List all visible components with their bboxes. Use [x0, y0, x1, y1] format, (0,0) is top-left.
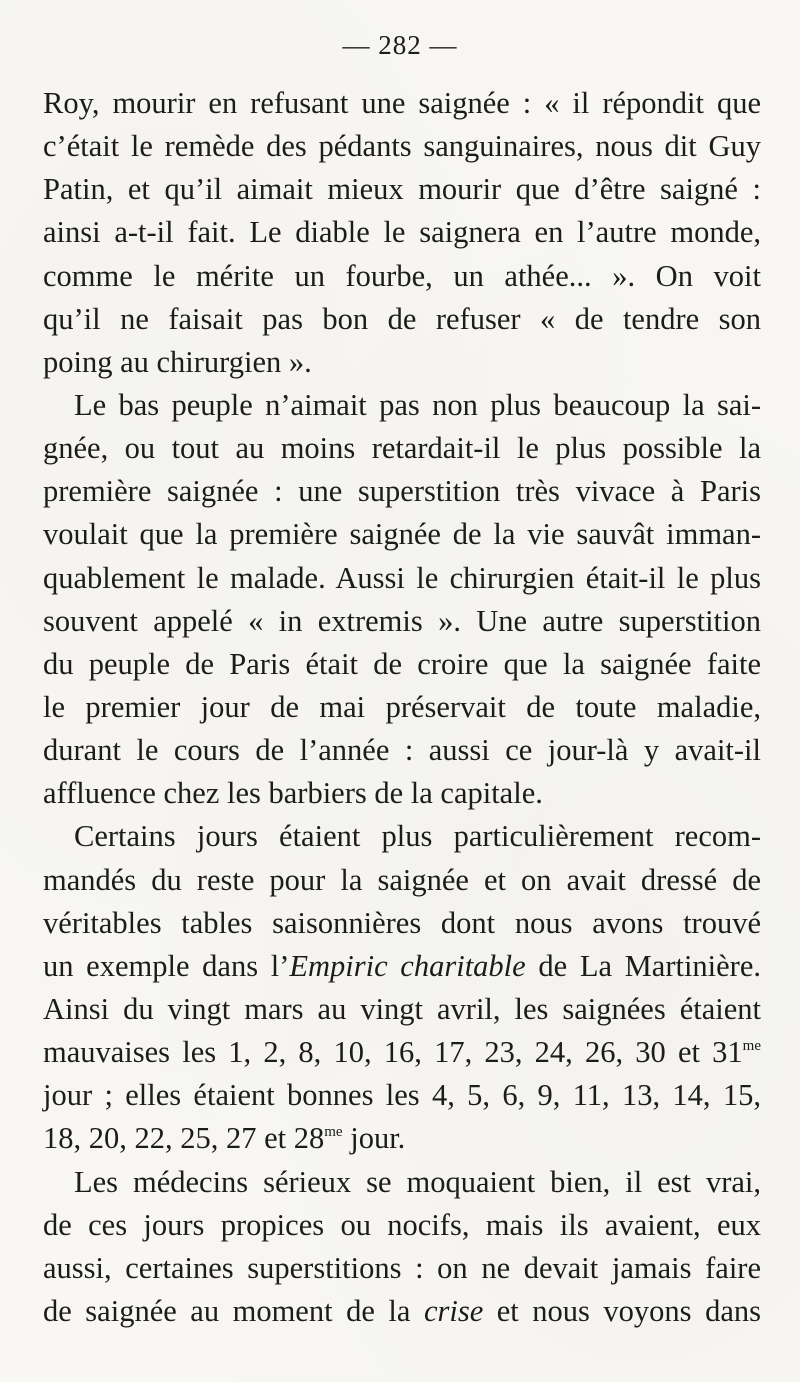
paragraph-start-line: Le bas peuple n’aimait pas non plus beaucoup la sai- — [74, 387, 761, 422]
text-segment: un exemple dans l’ — [43, 948, 290, 983]
text-line: gnée, ou tout au moins retardait-il le plus possible la — [43, 431, 761, 466]
text-line: le premier jour de mai préservait de toute maladie, — [43, 689, 761, 724]
italic-title: Empiric charitable — [289, 948, 526, 983]
text-line: voulait que la première saignée de la vie sauvât imman- — [43, 517, 761, 552]
text-line: Roy, mourir en refusant une saignée : « il répondit que — [43, 86, 761, 120]
text-line: quablement le malade. Aussi le chirurgien était-il le plus — [43, 560, 761, 595]
text-segment: de La Martinière. — [525, 948, 761, 983]
text-line: c’était le remède des pédants sanguinaires, nous dit Guy — [43, 129, 761, 164]
text-segment: 18, 20, 22, 25, 27 et 28 — [43, 1121, 325, 1156]
paragraph-start-line: Certains jours étaient plus particulièrement recom- — [74, 819, 761, 854]
text-line: Ainsi du vingt mars au vingt avril, les saignées étaient — [43, 991, 761, 1026]
text-line: première saignée : une superstition très vivace à Paris — [43, 474, 761, 509]
text-line-with-superscript — [43, 1117, 761, 1160]
text-line: véritables tables saisonnières dont nous avons trouvé — [43, 905, 761, 940]
text-line: jour ; elles étaient bonnes les 4, 5, 6, 9, 11, 13, 14, 15, — [43, 1078, 761, 1113]
text-segment: mauvaises les 1, 2, 8, 10, 16, 17, 23, 24, 26, 30 et 31 — [43, 1035, 743, 1070]
text-line: mandés du reste pour la saignée et on avait dressé de — [43, 862, 761, 897]
text-segment: et nous voyons dans — [483, 1293, 761, 1328]
text-line-with-italic — [43, 945, 761, 988]
text-line: poing au chirurgien ». — [43, 344, 312, 379]
paragraph-start-line: Les médecins sérieux se moquaient bien, il est vrai, — [74, 1164, 761, 1199]
text-line: du peuple de Paris était de croire que la saignée faite — [43, 646, 761, 681]
text-line: ainsi a-t-il fait. Le diable le saignera en l’autre monde, — [43, 215, 761, 250]
ordinal-superscript: me — [742, 1038, 761, 1055]
text-line: souvent appelé « in extremis ». Une autre superstition — [43, 603, 761, 638]
text-line: qu’il ne faisait pas bon de refuser « de tendre son — [43, 301, 761, 336]
ordinal-superscript: me — [324, 1124, 343, 1141]
text-line: aussi, certaines superstitions : on ne devait jamais faire — [43, 1250, 761, 1285]
text-line: de ces jours propices ou nocifs, mais ils avaient, eux — [43, 1207, 761, 1242]
italic-word: crise — [423, 1293, 484, 1328]
text-line: affluence chez les barbiers de la capitale. — [43, 776, 543, 811]
text-line-with-superscript — [43, 1031, 761, 1074]
text-line: comme le mérite un fourbe, un athée... ». On voit — [43, 258, 761, 293]
body-text — [43, 82, 761, 1333]
text-line-with-italic — [43, 1290, 761, 1333]
text-line: durant le cours de l’année : aussi ce jour-là y avait-il — [43, 733, 761, 768]
text-segment: de saignée au moment de la — [43, 1293, 424, 1328]
page-number: — 282 — — [342, 30, 458, 60]
text-line: Patin, et qu’il aimait mieux mourir que d’être saigné : — [43, 172, 761, 207]
text-segment: jour. — [342, 1121, 406, 1156]
